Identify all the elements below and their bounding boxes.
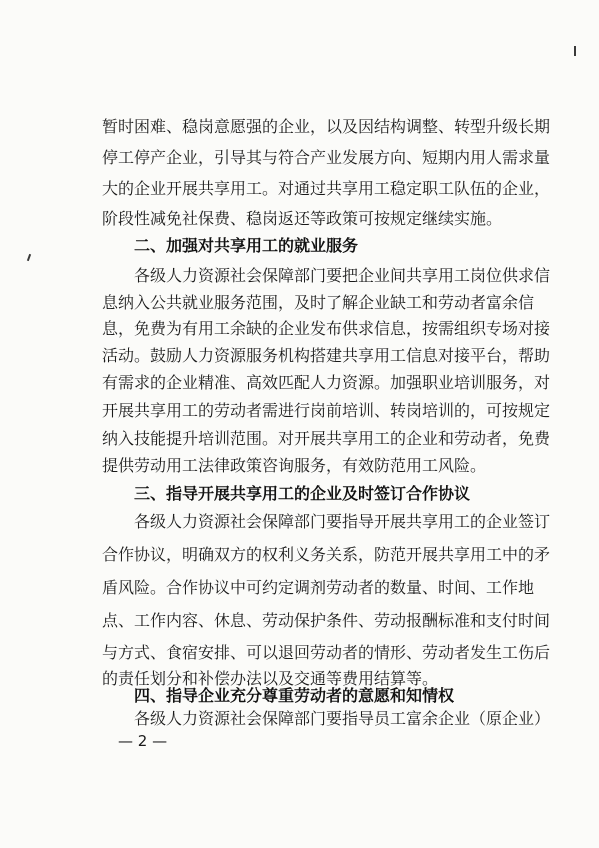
section4-line-1: 各级人力资源社会保障部门要指导员工富余企业（原企业） [134, 709, 551, 728]
section2-line-8: 提供劳动用工法律政策咨询服务，有效防范用工风险。 [102, 456, 487, 475]
section3-line-1: 各级人力资源社会保障部门要指导开展共享用工的企业签订 [134, 512, 551, 531]
section2-line-5: 有需求的企业精准、高效匹配人力资源。加强职业培训服务，对 [102, 373, 551, 392]
section3-line-3: 盾风险。合作协议中可约定调剂劳动者的数量、时间、工作地 [102, 578, 535, 597]
section3-line-6: 的责任划分和补偿办法以及交通等费用结算等。 [102, 669, 439, 688]
section1-line-3: 大的企业开展共享用工。对通过共享用工稳定职工队伍的企业， [102, 179, 551, 198]
section2-line-2: 息纳入公共就业服务范围，及时了解企业缺工和劳动者富余信 [102, 293, 535, 312]
section4-heading: 四、指导企业充分尊重劳动者的意愿和知情权 [134, 686, 455, 705]
section3-line-2: 合作协议，明确双方的权利义务关系，防范开展共享用工中的矛 [102, 545, 551, 564]
page-number: — 2 — [118, 732, 168, 750]
section3-line-4: 点、工作内容、休息、劳动保护条件、劳动报酬标准和支付时间 [102, 611, 551, 630]
scan-mark-left [27, 254, 31, 261]
section1-line-1: 暂时困难、稳岗意愿强的企业，以及因结构调整、转型升级长期 [102, 117, 551, 136]
section3-line-5: 与方式、食宿安排、可以退回劳动者的情形、劳动者发生工伤后 [102, 643, 551, 662]
section2-line-7: 纳入技能提升培训范围。对开展共享用工的企业和劳动者，免费 [102, 429, 551, 448]
section1-line-2: 停工停产企业，引导其与符合产业发展方向、短期内用人需求量 [102, 148, 551, 167]
section2-line-6: 开展共享用工的劳动者需进行岗前培训、转岗培训的，可按规定 [102, 401, 551, 420]
section1-line-4: 阶段性减免社保费、稳岗返还等政策可按规定继续实施。 [102, 209, 503, 228]
section2-line-1: 各级人力资源社会保障部门要把企业间共享用工岗位供求信 [134, 266, 551, 285]
section3-heading: 三、指导开展共享用工的企业及时签订合作协议 [134, 484, 471, 503]
section2-line-4: 活动。鼓励人力资源服务机构搭建共享用工信息对接平台，帮助 [102, 346, 551, 365]
section2-line-3: 息，免费为有用工余缺的企业发布供求信息，按需组织专场对接 [102, 319, 551, 338]
section2-heading: 二、加强对共享用工的就业服务 [134, 236, 359, 255]
scan-mark-top-right [574, 46, 576, 56]
